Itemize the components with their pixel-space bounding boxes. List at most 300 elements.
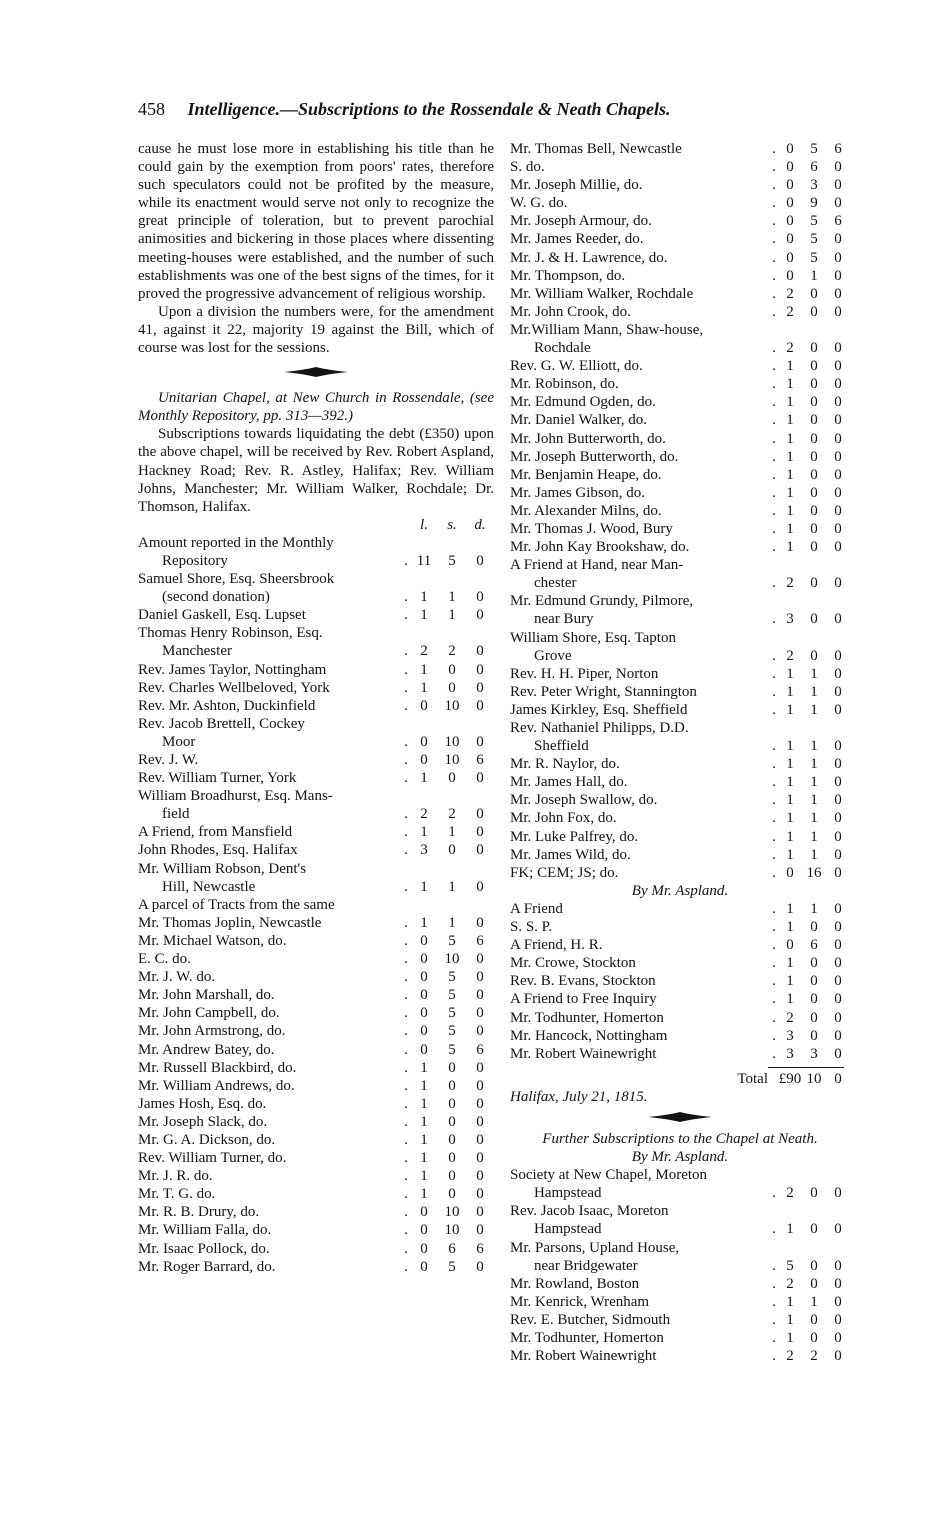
leader-dot: . [772,141,776,157]
subscriber-name: Mr. James Gibson, do. [510,484,645,501]
amount-shillings: 0 [448,1150,456,1167]
subscriber-name: Mr. Benjamin Heape, do. [510,466,662,483]
amount-pounds: 1 [420,1095,428,1112]
amount-pounds: 1 [786,376,794,393]
amount-pounds: 1 [420,1077,428,1094]
amount-shillings: 5 [810,141,818,157]
amount-pounds: 2 [420,806,428,823]
subscriber-name: Rev. William Turner, do. [138,1150,287,1167]
subscription-row [138,679,494,697]
amount-pence: 0 [476,607,484,624]
subscription-row [510,357,850,375]
leader-dot: . [404,1005,408,1022]
subscription-row [138,661,494,679]
subscription-row [510,158,850,176]
subscription-row [510,936,850,954]
leader-dot: . [772,991,776,1008]
subscriber-name: Samuel Shore, Esq. Sheersbrook [138,571,335,588]
amount-shillings: 6 [810,159,818,176]
leader-dot: . [772,774,776,791]
amount-pence: 0 [834,1221,842,1238]
subscriber-name-continued: Rochdale [534,340,591,357]
amount-pounds: 1 [786,484,794,501]
leader-dot: . [772,231,776,248]
leader-dot: . [772,340,776,357]
amount-pence: 0 [834,1311,842,1328]
amount-shillings: 5 [448,987,456,1004]
leader-dot: . [772,683,776,700]
subscription-row [138,1095,494,1113]
amount-pence: 0 [834,828,842,845]
leader-dot: . [772,575,776,592]
amount-shillings: 0 [810,919,818,936]
amount-shillings: 3 [810,1045,818,1062]
leader-dot: . [404,878,408,895]
subscriber-name: Mr. William Robson, Dent's [138,860,307,877]
subscription-row [138,1022,494,1040]
amount-pounds: 0 [786,141,794,157]
amount-pounds: 1 [786,955,794,972]
leader-dot: . [404,914,408,931]
subscriber-name: Mr. Joseph Armour, do. [510,213,652,230]
amount-pence: 0 [834,701,842,718]
amount-shillings: 0 [810,448,818,465]
amount-pounds: 0 [786,213,794,230]
subscription-row [510,285,850,303]
amount-pounds: 3 [420,842,428,859]
amount-pounds: 0 [420,1023,428,1040]
subscriber-name: Mr. Daniel Walker, do. [510,412,648,429]
subscription-row [510,1220,850,1238]
amount-pence: 0 [834,502,842,519]
fleuron-ornament-icon [284,367,348,377]
amount-pence: 0 [834,647,842,664]
leader-dot: . [404,1186,408,1203]
amount-pounds: 1 [420,589,428,606]
amount-pence: 0 [476,1150,484,1167]
leader-dot: . [772,466,776,483]
amount-pounds: 1 [786,683,794,700]
amount-shillings: 0 [810,973,818,990]
subscription-row [510,230,850,248]
leader-dot: . [772,1311,776,1328]
leader-dot: . [772,539,776,556]
amount-shillings: 0 [810,430,818,447]
subscriber-name: Rev. Charles Wellbeloved, York [138,679,330,696]
subscription-row [138,697,494,715]
leader-dot: . [404,661,408,678]
subscriber-name: Mr. Joseph Butterworth, do. [510,448,679,465]
leader-dot: . [404,1131,408,1148]
subscription-row [138,823,494,841]
subscription-row [138,588,494,606]
amount-shillings: 1 [810,756,818,773]
subscription-row [510,828,850,846]
amount-shillings: 0 [810,285,818,302]
amount-pounds: 2 [786,340,794,357]
leader-dot: . [772,448,776,465]
fleuron-ornament-icon [648,1112,712,1122]
amount-shillings: 16 [806,864,822,881]
subscriber-name: Mr. Joseph Swallow, do. [510,792,658,809]
leader-dot: . [404,1059,408,1076]
amount-pounds: 1 [786,430,794,447]
subscriber-name: Mr. John Armstrong, do. [138,1023,286,1040]
leader-dot: . [772,285,776,302]
amount-pounds: 1 [786,846,794,863]
leader-dot: . [404,1023,408,1040]
leader-dot: . [772,249,776,266]
subscriber-name: Mr. Parsons, Upland House, [510,1239,680,1256]
amount-pence: 0 [476,733,484,750]
amount-shillings: 2 [448,643,456,660]
leader-dot: . [772,900,776,917]
amount-pounds: 2 [786,575,794,592]
subscription-row [510,1184,850,1202]
amount-pounds: 1 [420,1168,428,1185]
amount-shillings: 0 [810,1257,818,1274]
subscription-row [510,574,850,592]
subscription-row [138,986,494,1004]
subscription-row [138,1185,494,1203]
subscriber-name-continued: near Bury [534,611,594,628]
total-pounds: £90 [778,1070,802,1087]
leader-dot: . [772,1221,776,1238]
subscriber-name: Society at New Chapel, Moreton [510,1167,708,1184]
leader-dot: . [404,589,408,606]
subscriber-name: A Friend, from Mansfield [138,824,293,841]
subscription-row [510,954,850,972]
subscriber-name-continued: chester [534,575,577,592]
subscriber-name: Mr. Thomas Bell, Newcastle [510,141,682,157]
subscriber-name-line [510,719,850,737]
subscriber-name: James Hosh, Esq. do. [138,1095,267,1112]
pounds-header: l. [420,516,428,533]
leader-dot: . [772,611,776,628]
leader-dot: . [772,665,776,682]
amount-pence: 0 [834,756,842,773]
amount-shillings: 6 [810,937,818,954]
leader-dot: . [772,647,776,664]
amount-pence: 0 [834,1045,842,1062]
subscriber-name: Mr. Thomas Joplin, Newcastle [138,914,322,931]
subscriber-name: Mr. Thompson, do. [510,267,626,284]
amount-pounds: 1 [420,1186,428,1203]
subscription-row [510,303,850,321]
amount-pence: 0 [834,683,842,700]
subscriber-name: Mr. William Andrews, do. [138,1077,295,1094]
amount-pounds: 1 [786,810,794,827]
amount-pence: 0 [834,340,842,357]
amount-pence: 6 [476,1240,484,1257]
amount-shillings: 1 [810,900,818,917]
subscriber-name: Mr. Joseph Slack, do. [138,1113,268,1130]
leader-dot: . [772,177,776,194]
subscriber-name-continued: Moor [162,733,196,750]
leader-dot: . [772,358,776,375]
subscriber-name: Mr. Isaac Pollock, do. [138,1240,270,1257]
subscription-row [510,411,850,429]
amount-pence: 0 [834,846,842,863]
amount-pounds: 1 [786,774,794,791]
amount-pence: 0 [476,770,484,787]
amount-pounds: 2 [786,1275,794,1292]
amount-shillings: 0 [448,1113,456,1130]
section-intro: Subscriptions towards liquidating the debt (£350) upon the above chapel, will be received by Rev. Robert Aspland, Hackney Road; Rev. R. Astley, Halifax; Rev. William Johns, Manchester; Mr. William Walker, Rochdale; Dr. Thomson, Halifax. [138,426,494,515]
amount-pence: 0 [834,955,842,972]
subscription-row [138,1059,494,1077]
subscription-row [138,968,494,986]
leader-dot: . [404,733,408,750]
amount-pence: 0 [834,900,842,917]
amount-shillings: 1 [810,701,818,718]
amount-shillings: 5 [810,213,818,230]
subscriber-name: FK; CEM; JS; do. [510,864,619,881]
amount-shillings: 1 [810,738,818,755]
amount-pence: 0 [834,285,842,302]
amount-pence: 0 [834,1185,842,1202]
subscriber-name-continued: Grove [534,647,572,664]
subscription-list-aspland [510,900,850,1063]
amount-shillings: 5 [810,249,818,266]
amount-pence: 0 [834,358,842,375]
amount-pence: 0 [834,611,842,628]
amount-pounds: 1 [786,466,794,483]
subscriber-name-continued: Sheffield [534,738,589,755]
subscriber-name: Mr. T. G. do. [138,1186,216,1203]
subscription-row [510,1027,850,1045]
subscriber-name: Mr. Edmund Ogden, do. [510,394,656,411]
leader-dot: . [772,701,776,718]
amount-pounds: 11 [416,552,432,569]
amount-shillings: 0 [810,1275,818,1292]
amount-pounds: 1 [786,1293,794,1310]
leader-dot: . [772,520,776,537]
leader-dot: . [772,756,776,773]
leader-dot: . [772,846,776,863]
subscription-row [510,267,850,285]
leader-dot: . [404,607,408,624]
amount-pence: 0 [834,159,842,176]
subscription-row [510,194,850,212]
amount-pounds: 1 [786,412,794,429]
amount-pounds: 1 [786,919,794,936]
amount-shillings: 6 [448,1240,456,1257]
amount-shillings: 0 [448,1186,456,1203]
amount-shillings: 2 [810,1348,818,1365]
amount-pounds: 1 [786,1221,794,1238]
amount-shillings: 0 [810,1009,818,1026]
amount-shillings: 0 [448,1059,456,1076]
amount-pounds: 1 [420,661,428,678]
leader-dot: . [772,1027,776,1044]
subscriber-name: Thomas Henry Robinson, Esq. [138,625,323,642]
amount-pence: 0 [476,824,484,841]
amount-shillings: 1 [448,589,456,606]
subscription-row [510,701,850,719]
by-aspland-heading: By Mr. Aspland. [631,1149,729,1166]
section-title: Unitarian Chapel, at New Church in Rossendale, (see Monthly Repository, pp. 313—392.) [138,390,494,425]
leader-dot: . [404,552,408,569]
amount-pence: 0 [476,842,484,859]
subscription-row [510,647,850,665]
subscription-row [510,520,850,538]
by-aspland-heading: By Mr. Aspland. [631,882,729,899]
amount-shillings: 1 [810,267,818,284]
subscriber-name: Mr. Rowland, Boston [510,1275,640,1292]
amount-pence: 0 [834,484,842,501]
subscription-row [138,805,494,823]
pence-header: d. [474,516,486,533]
subscription-row [510,339,850,357]
amount-pence: 0 [834,774,842,791]
subscriber-name: Rev. William Turner, York [138,770,297,787]
amount-shillings: 5 [448,932,456,949]
subscriber-name: James Kirkley, Esq. Sheffield [510,701,688,718]
subscriber-name: William Broadhurst, Esq. Mans- [138,788,333,805]
shillings-header: s. [447,516,457,533]
subscription-row [138,733,494,751]
amount-pounds: 1 [786,900,794,917]
amount-shillings: 10 [444,1204,460,1221]
amount-pounds: 0 [420,987,428,1004]
amount-pounds: 1 [786,394,794,411]
amount-pence: 0 [834,1293,842,1310]
leader-dot: . [404,1077,408,1094]
subscriber-name: Mr. James Hall, do. [510,774,628,791]
amount-pence: 0 [834,249,842,266]
subscription-row [510,918,850,936]
subscriber-name: Mr. R. Naylor, do. [510,756,620,773]
amount-pence: 6 [476,1041,484,1058]
subscriber-name: Mr. Robert Wainewright [510,1045,657,1062]
subscription-row [510,1347,850,1365]
subscription-row [510,176,850,194]
subscriber-name: Mr. William Falla, do. [138,1222,272,1239]
amount-pence: 0 [476,987,484,1004]
subscriber-name: Mr. Joseph Millie, do. [510,177,643,194]
amount-pence: 0 [834,520,842,537]
subscriber-name: A parcel of Tracts from the same [138,896,335,913]
amount-pence: 0 [476,969,484,986]
leader-dot: . [772,828,776,845]
subscription-row [138,642,494,660]
subscription-row [510,1311,850,1329]
amount-pounds: 0 [420,733,428,750]
amount-pounds: 0 [786,195,794,212]
amount-pounds: 5 [786,1257,794,1274]
amount-pounds: 2 [786,1185,794,1202]
leader-dot: . [772,1009,776,1026]
amount-shillings: 0 [448,1077,456,1094]
leader-dot: . [772,195,776,212]
amount-pounds: 0 [786,937,794,954]
subscriber-name: Mr. John Kay Brookshaw, do. [510,539,690,556]
amount-pounds: 0 [786,177,794,194]
subscriber-name-continued: Hampstead [534,1185,602,1202]
subscription-row [138,1221,494,1239]
leader-dot: . [772,484,776,501]
amount-pence: 0 [476,1204,484,1221]
subscriber-name: Mr. John Campbell, do. [138,1005,280,1022]
amount-pence: 0 [834,1348,842,1365]
subscriber-name-continued: Hampstead [534,1221,602,1238]
amount-pence: 0 [834,303,842,320]
subscription-row [138,896,494,914]
amount-pence: 0 [834,195,842,212]
subscriber-name: Mr. Hancock, Nottingham [510,1027,668,1044]
subscriber-name: Mr. Luke Palfrey, do. [510,828,639,845]
subscriber-name: A Friend at Hand, near Man- [510,557,684,574]
amount-shillings: 3 [810,177,818,194]
amount-shillings: 10 [444,733,460,750]
amount-shillings: 0 [810,358,818,375]
subscriber-name: Mr. J. W. do. [138,969,216,986]
leader-dot: . [772,412,776,429]
leader-dot: . [772,303,776,320]
amount-pounds: 2 [786,285,794,302]
amount-pence: 0 [834,919,842,936]
amount-shillings: 0 [448,770,456,787]
subscriber-name: Mr. J. & H. Lawrence, do. [510,249,668,266]
amount-pence: 0 [834,448,842,465]
amount-shillings: 0 [810,412,818,429]
total-label: Total [737,1070,768,1087]
amount-pence: 0 [834,1257,842,1274]
amount-pounds: 1 [786,502,794,519]
amount-shillings: 1 [448,914,456,931]
amount-shillings: 0 [810,991,818,1008]
leader-dot: . [772,738,776,755]
amount-shillings: 0 [810,502,818,519]
amount-pence: 0 [476,1077,484,1094]
amount-pence: 0 [834,267,842,284]
subscription-row [510,466,850,484]
subscription-row [138,878,494,896]
total-rule [768,1067,844,1068]
subscriber-name-continued: Manchester [162,643,232,660]
amount-pounds: 1 [786,1330,794,1346]
leader-dot: . [772,1275,776,1292]
leader-dot: . [404,951,408,968]
amount-pence: 0 [834,412,842,429]
subscription-list-left [138,534,494,1276]
leader-dot: . [404,697,408,714]
subscriber-name: A Friend, H. R. [510,937,603,954]
total-shillings: 10 [806,1070,822,1087]
amount-shillings: 0 [810,466,818,483]
amount-pence: 0 [476,697,484,714]
subscription-row [510,610,850,628]
subscriber-name: Mr. Crowe, Stockton [510,955,636,972]
amount-shillings: 0 [448,1131,456,1148]
subscriber-name-line [510,592,850,610]
subscriber-name: Rev. Jacob Brettell, Cockey [138,715,305,732]
amount-pounds: 0 [420,1240,428,1257]
subscription-row [138,914,494,932]
subscription-row [510,1045,850,1063]
subscriber-name-line [138,570,494,588]
subscription-row [510,140,850,158]
amount-shillings: 0 [810,376,818,393]
amount-pence: 0 [476,914,484,931]
amount-pounds: 1 [786,1311,794,1328]
leader-dot: . [404,932,408,949]
amount-shillings: 1 [810,683,818,700]
subscriber-name-line [510,1239,850,1257]
amount-pence: 0 [476,1023,484,1040]
subscription-row [510,430,850,448]
